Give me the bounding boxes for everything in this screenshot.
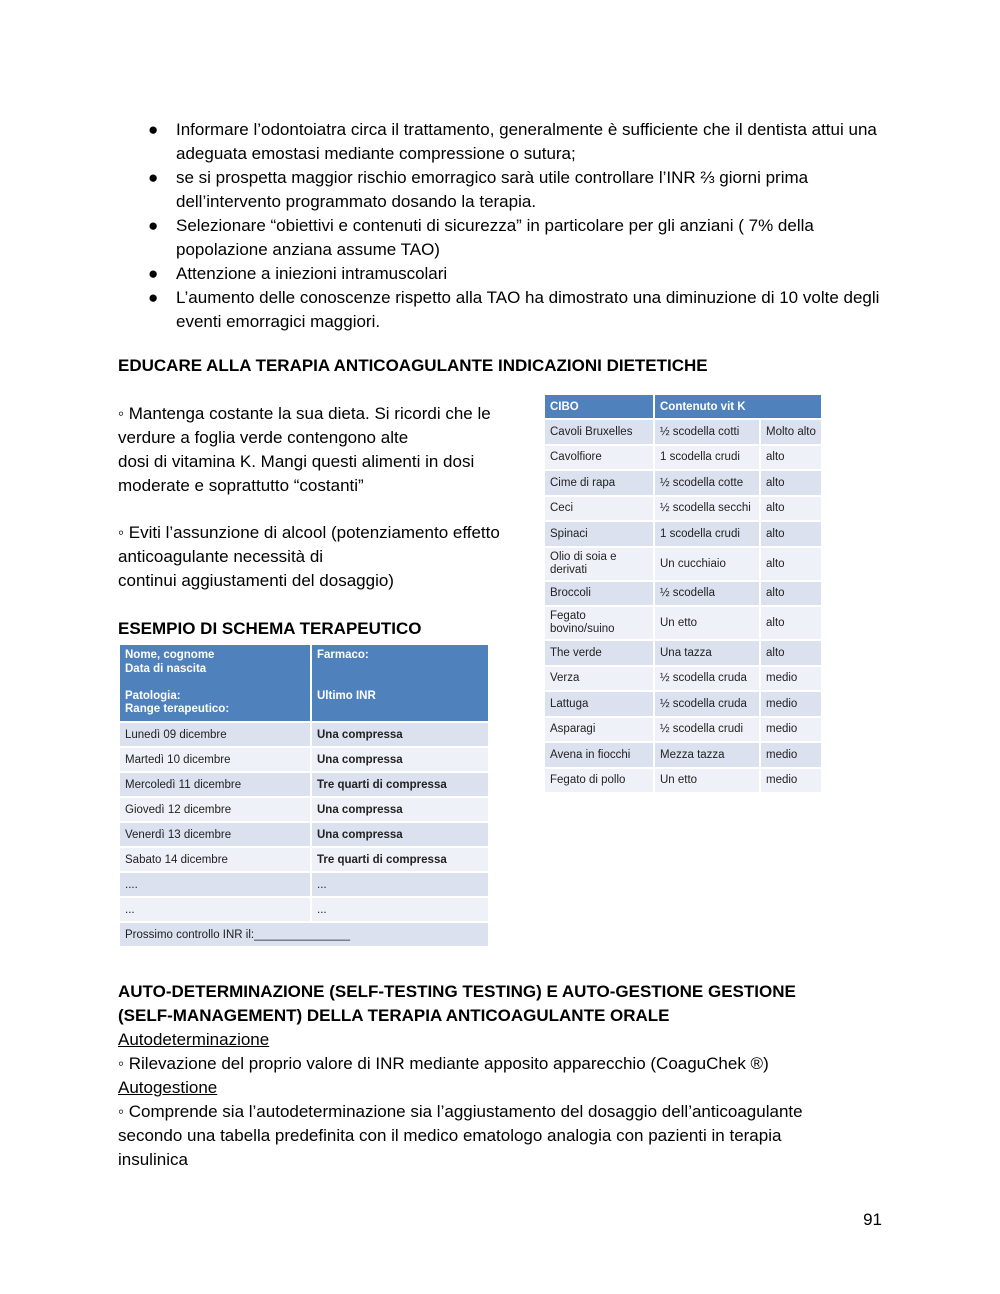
diet-heading: EDUCARE ALLA TERAPIA ANTICOAGULANTE INDICAZIONI DIETETICHE [118, 356, 708, 375]
table-row: Martedì 10 dicembre Una compressa [120, 747, 489, 772]
table-row: Asparagi ½ scodella crudi medio [545, 717, 822, 743]
list-item: ● Attenzione a iniezioni intramuscolari [148, 262, 908, 286]
autogestione-text-line: ◦ Comprende sia l’autodeterminazione sia l’aggiustamento del dosaggio dell’anticoagulante [118, 1102, 803, 1121]
food-vitk-table [545, 395, 823, 794]
table-row: Cavoli Bruxelles ½ scodella cotti Molto alto [545, 419, 822, 445]
table-row: Fegato bovino/suino Un etto alto [545, 606, 822, 640]
table-row: The verde Una tazza alto [545, 640, 822, 666]
self-management-heading-line-2: (SELF-MANAGEMENT) DELLA TERAPIA ANTICOAGULANTE ORALE [118, 1006, 670, 1025]
list-item: ● Informare l’odontoiatra circa il trattamento, generalmente è sufficiente che il dentista attui una adeguata emostasi mediante compressione o sutura; [148, 120, 877, 163]
schema-heading: ESEMPIO DI SCHEMA TERAPEUTICO [118, 619, 422, 638]
schema-header-left: Nome, cognome Data di nascita Patologia: Range terapeutico: [120, 645, 311, 722]
table-row: .... ... [120, 872, 489, 897]
bullet-icon: ● [148, 120, 159, 139]
table-row: ... ... [120, 897, 489, 922]
table-row: Avena in fiocchi Mezza tazza medio [545, 742, 822, 768]
food-header-row: CIBO Contenuto vit K [545, 395, 822, 419]
diet-paragraph-1: ◦ Mantenga costante la sua dieta. Si ricordi che le verdure a foglia verde contengono alte dosi di vitamina K. Mangi questi alimenti in dosi moderate e soprattutto “costanti” [118, 404, 491, 495]
schema-header-right: Farmaco: Ultimo INR [311, 645, 489, 722]
bullet-icon: ● [148, 288, 159, 307]
autogestione-text-line: secondo una tabella predefinita con il medico ematologo analogia con pazienti in terapia [118, 1126, 782, 1145]
bullet-icon: ● [148, 264, 159, 283]
table-row: Cime di rapa ½ scodella cotte alto [545, 470, 822, 496]
table-row: Ceci ½ scodella secchi alto [545, 496, 822, 522]
table-row: Olio di soia e derivati Un cucchiaio alto [545, 547, 822, 581]
list-item: ● se si prospetta maggior rischio emorragico sarà utile controllare l’INR ⅔ giorni prima dell’intervento programmato dosando la terapia. [148, 168, 809, 211]
autodeterminazione-title: Autodeterminazione [118, 1030, 270, 1049]
autogestione-text-line: insulinica [118, 1150, 188, 1169]
table-row: Verza ½ scodella cruda medio [545, 666, 822, 692]
table-row: Sabato 14 dicembre Tre quarti di compressa [120, 847, 489, 872]
list-item: ● Selezionare “obiettivi e contenuti di sicurezza” in particolare per gli anziani ( 7% della popolazione anziana assume TAO) [148, 216, 814, 259]
bullet-list [148, 118, 908, 334]
schema-table [120, 645, 490, 948]
autodeterminazione-text: ◦ Rilevazione del proprio valore di INR mediante apposito apparecchio (CoaguChek ®) [118, 1054, 769, 1073]
table-row: Lunedì 09 dicembre Una compressa [120, 722, 489, 747]
table-row: Giovedì 12 dicembre Una compressa [120, 797, 489, 822]
table-row: Venerdì 13 dicembre Una compressa [120, 822, 489, 847]
diet-paragraph-2: ◦ Eviti l’assunzione di alcool (potenziamento effetto anticoagulante necessità di continui aggiustamenti del dosaggio) [118, 523, 500, 590]
table-row: Spinaci 1 scodella crudi alto [545, 521, 822, 547]
table-row: Cavolfiore 1 scodella crudi alto [545, 445, 822, 471]
page-number: 91 [863, 1210, 882, 1229]
table-row: Lattuga ½ scodella cruda medio [545, 691, 822, 717]
schema-footer-row: Prossimo controllo INR il:_______________ [120, 922, 489, 947]
self-management-heading-line-1: AUTO-DETERMINAZIONE (SELF-TESTING TESTING) E AUTO-GESTIONE GESTIONE [118, 982, 796, 1001]
self-management-section [118, 980, 898, 1172]
autogestione-title: Autogestione [118, 1078, 218, 1097]
bullet-icon: ● [148, 168, 159, 187]
table-row: Broccoli ½ scodella alto [545, 581, 822, 607]
list-item: ● L’aumento delle conoscenze rispetto alla TAO ha dimostrato una diminuzione di 10 volte degli eventi emorragici maggiori. [148, 288, 880, 331]
table-row: Fegato di pollo Un etto medio [545, 768, 822, 794]
table-row: Mercoledì 11 dicembre Tre quarti di compressa [120, 772, 489, 797]
bullet-icon: ● [148, 216, 159, 235]
schema-header-row [120, 645, 489, 722]
